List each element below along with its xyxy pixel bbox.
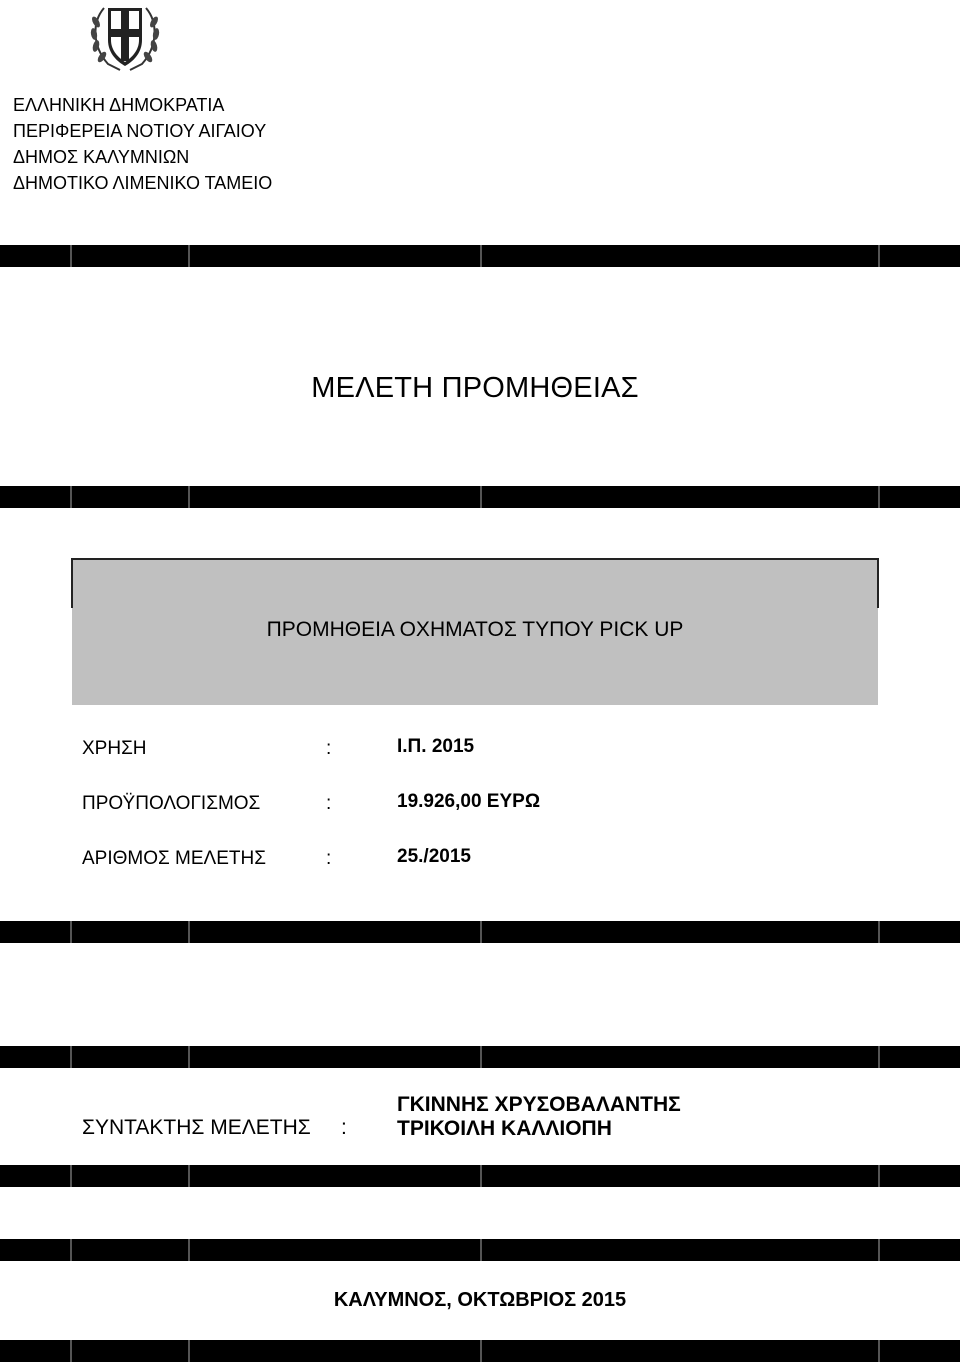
- budget-label: ΠΡΟΫΠΟΛΟΓΙΣΜΟΣ: [82, 793, 261, 814]
- place-date-footer: ΚΑΛΥΜΝΟΣ, ΟΚΤΩΒΡΙΟΣ 2015: [333, 1289, 627, 1311]
- use-value: Ι.Π. 2015: [397, 736, 475, 757]
- header-line-1: ΕΛΛΗΝΙΚΗ ΔΗΜΟΚΡΑΤΙΑ: [13, 95, 225, 115]
- divider-rule: [0, 921, 960, 943]
- budget-colon: :: [326, 793, 332, 814]
- greek-coat-of-arms-icon: [86, 0, 164, 74]
- use-label: ΧΡΗΣΗ: [82, 738, 147, 759]
- author-name-2: ΤΡΙΚΟΙΛΗ ΚΑΛΛΙΟΠΗ: [397, 1117, 612, 1140]
- issuer-header: [13, 92, 272, 196]
- subject-text: ΠΡΟΜΗΘΕΙΑ ΟΧΗΜΑΤΟΣ ΤΥΠΟΥ PICK UP: [266, 618, 684, 641]
- budget-value: 19.926,00 ΕΥΡΩ: [397, 791, 541, 812]
- author-name-1: ΓΚΙΝΝΗΣ ΧΡΥΣΟΒΑΛΑΝΤΗΣ: [397, 1093, 681, 1116]
- author-colon: :: [341, 1116, 347, 1139]
- study-number-value: 25./2015: [397, 846, 471, 867]
- use-colon: :: [326, 738, 332, 759]
- divider-rule: [0, 1046, 960, 1068]
- header-line-2: ΠΕΡΙΦΕΡΕΙΑ ΝΟΤΙΟΥ ΑΙΓΑΙΟΥ: [13, 121, 267, 141]
- author-label: ΣΥΝΤΑΚΤΗΣ ΜΕΛΕΤΗΣ: [82, 1116, 311, 1139]
- study-number-colon: :: [326, 848, 332, 869]
- divider-rule: [0, 486, 960, 508]
- page-title: ΜΕΛΕΤΗ ΠΡΟΜΗΘΕΙΑΣ: [311, 372, 639, 404]
- divider-rule: [0, 1239, 960, 1261]
- author-names: [397, 1093, 681, 1141]
- header-line-4: ΔΗΜΟΤΙΚΟ ΛΙΜΕΝΙΚΟ ΤΑΜΕΙΟ: [13, 173, 273, 193]
- study-number-label: ΑΡΙΘΜΟΣ ΜΕΛΕΤΗΣ: [82, 848, 266, 869]
- divider-rule: [0, 1340, 960, 1362]
- divider-rule: [0, 1165, 960, 1187]
- divider-rule: [0, 245, 960, 267]
- header-line-3: ΔΗΜΟΣ ΚΑΛΥΜΝΙΩΝ: [13, 147, 190, 167]
